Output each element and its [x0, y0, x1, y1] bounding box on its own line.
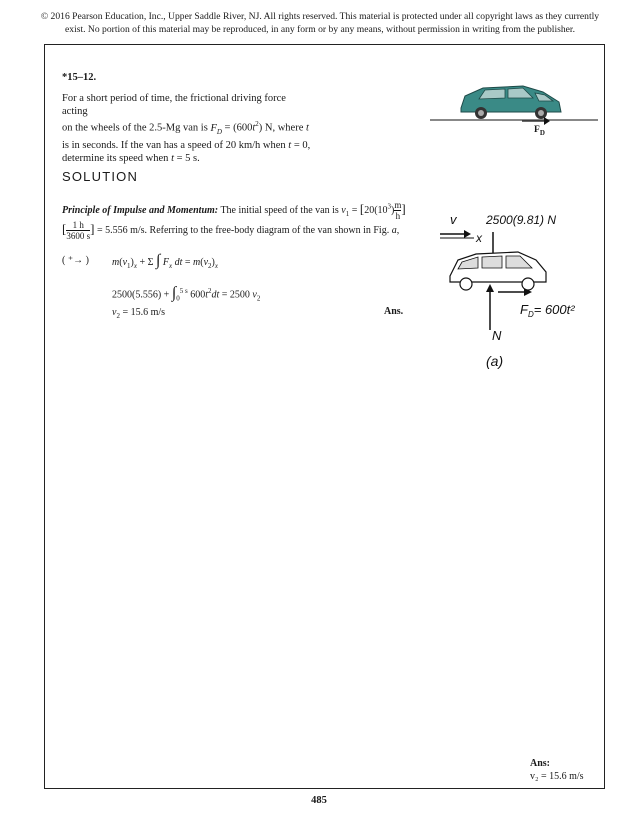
problem-number: *15–12.: [62, 72, 97, 83]
fbd-normal-label: N: [492, 328, 502, 343]
statement-line-2: on the wheels of the 2.5-Mg van is $F_D = (600t^2)$ N, where t: [62, 120, 309, 136]
statement-line-4: determine its speed when t = 5 s.: [62, 152, 200, 164]
copyright-line-1: © 2016 Pearson Education, Inc., Upper Saddle River, NJ. All rights reserved. This material is protected under all copyright laws as they currently: [40, 11, 600, 22]
solution-line-2: [ $\frac{1 h}{3600 s}$ ] = 5.556 m/s. Referring to the free-body diagram of the van shown in Fig. a,: [62, 220, 400, 241]
principle-title: Principle of Impulse and Momentum:: [62, 204, 219, 216]
free-body-diagram: [428, 200, 603, 375]
solution-heading: SOLUTION: [62, 169, 139, 184]
sign-convention: ( ⁺→ ): [62, 255, 89, 266]
answer-box: [530, 757, 584, 783]
answer-value: v₂ = 15.6 m/s: [530, 771, 584, 782]
fd-figure-label: $F_D$: [534, 125, 545, 137]
problem-statement: [62, 92, 312, 165]
statement-line-3: is in seconds. If the van has a speed of 20 km/h when t = 0,: [62, 139, 311, 151]
answer-label: Ans:: [530, 758, 551, 769]
copyright-line-2: exist. No portion of this material may be reproduced, in any form or by any means, without permission in writing from the publisher.: [65, 24, 575, 35]
solution-line-1: Principle of Impulse and Momentum: The initial speed of the van is $v_1 = [20(10^3)$ $\frac{m}{h}$ ]: [62, 200, 406, 221]
statement-line-1: For a short period of time, the frictional driving force acting: [62, 93, 286, 117]
page-number: 485: [311, 795, 327, 806]
ans-label: Ans.: [384, 306, 404, 317]
fbd-x-label: x: [476, 231, 482, 245]
fbd-v-label: v: [450, 212, 457, 227]
equation-3: $v_2 = 15.6$ m/s: [112, 307, 166, 320]
equation-1: $m(v_1)_x + \Sigma$ ∫ $F_x$ dt = $m(v_2)_x$: [112, 252, 218, 270]
fbd-weight-label: 2500(9.81) N: [486, 213, 557, 227]
road-line: [430, 119, 598, 121]
equation-2: $2500(5.556) + \int_0^{5 s}$ $600t^2dt = 2500$ $v_2$: [112, 284, 261, 303]
copyright-notice: [30, 10, 610, 36]
fbd-force-label: $F_D= 600t^2$: [520, 302, 575, 319]
fbd-figure-label: (a): [486, 353, 504, 369]
